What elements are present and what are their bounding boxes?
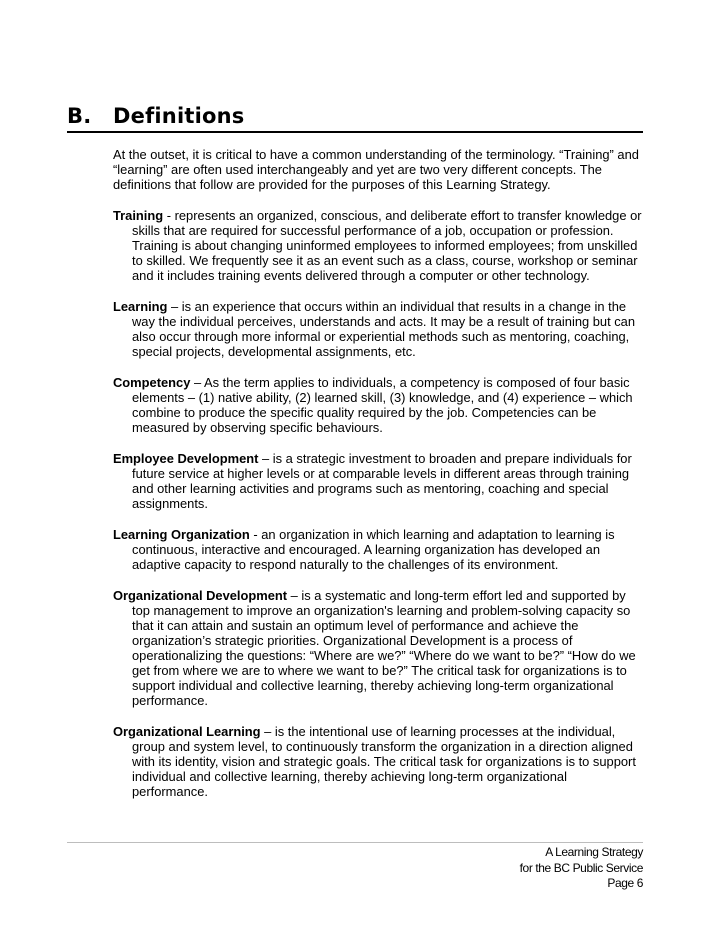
section-number: B. — [67, 104, 92, 128]
definition-text: – is an experience that occurs within an individual that results in a change in the way the individual perceives, understands and acts. It may be a result of training but can also occur through more informal or experiential methods such as mentoring, coaching, special projects, developmental assignments, etc. — [132, 299, 636, 359]
definition-term: Learning — [113, 299, 168, 314]
definition-term: Competency — [113, 375, 191, 390]
definition-text: - an organization in which learning and adaptation to learning is continuous, interactive and encouraged. A learning organization has developed an adaptive capacity to respond naturally to the challenges of its environment. — [132, 527, 615, 572]
definition-learning-organization — [113, 527, 645, 572]
footer-subtitle: for the BC Public Service — [519, 860, 643, 875]
intro-paragraph: At the outset, it is critical to have a common understanding of the terminology. “Training” and “learning” are often used interchangeably and yet are two very different concepts. The definitions that follow are provided for the purposes of this Learning Strategy. — [113, 147, 639, 192]
definitions-body — [113, 147, 645, 815]
heading-divider — [67, 131, 643, 133]
definition-organizational-learning — [113, 724, 645, 799]
definition-competency — [113, 375, 645, 435]
definition-text: – is a systematic and long-term effort led and supported by top management to improve an organization's learning and problem-solving capacity so that it can attain and sustain an optimum level of performance and achieve the organization’s strategic priorities. Organizational Development is a process of operationalizing the questions: “Where are we?” “Where do we want to be?” “How do we get from where we are to where we want to be?” The critical task for organizations is to support individual and collective learning, thereby achieving long-term organizational performance. — [132, 588, 636, 708]
definition-training — [113, 208, 645, 283]
page-number: Page 6 — [607, 876, 643, 890]
definition-text: - represents an organized, conscious, and deliberate effort to transfer knowledge or skills that are required for successful performance of a job, occupation or profession. Training is about changing uninformed employees to informed employees; from unskilled to skilled. We frequently see it as an event such as a class, course, workshop or seminar and it includes training events delivered through a computer or other technology. — [132, 208, 642, 283]
definition-text: – As the term applies to individuals, a competency is composed of four basic elements – (1) native ability, (2) learned skill, (3) knowledge, and (4) experience – which combine to produce the specific quality required by the job. Competencies can be measured by observing specific behaviours. — [132, 375, 633, 435]
section-title: Definitions — [113, 104, 245, 128]
footer-title: A Learning Strategy — [545, 845, 643, 859]
definition-term: Employee Development — [113, 451, 259, 466]
definition-text: – is the intentional use of learning processes at the individual, group and system level, to continuously transform the organization in a direction aligned with its identity, vision and strategic goals. The critical task for organizations is to support individual and collective learning, thereby achieving long-term organizational performance. — [132, 724, 636, 799]
definition-term: Organizational Learning — [113, 724, 261, 739]
definition-learning — [113, 299, 645, 359]
definition-text: – is a strategic investment to broaden and prepare individuals for future service at higher levels or at comparable levels in different areas through training and other learning activities and programs such as mentoring, coaching and special assignments. — [132, 451, 632, 511]
footer-divider — [67, 842, 643, 843]
definition-employee-development — [113, 451, 645, 511]
definition-term: Learning Organization — [113, 527, 250, 542]
definition-term: Organizational Development — [113, 588, 288, 603]
definition-organizational-development — [113, 588, 645, 708]
definition-term: Training — [113, 208, 164, 223]
page-footer — [520, 845, 643, 892]
section-heading — [67, 102, 643, 132]
